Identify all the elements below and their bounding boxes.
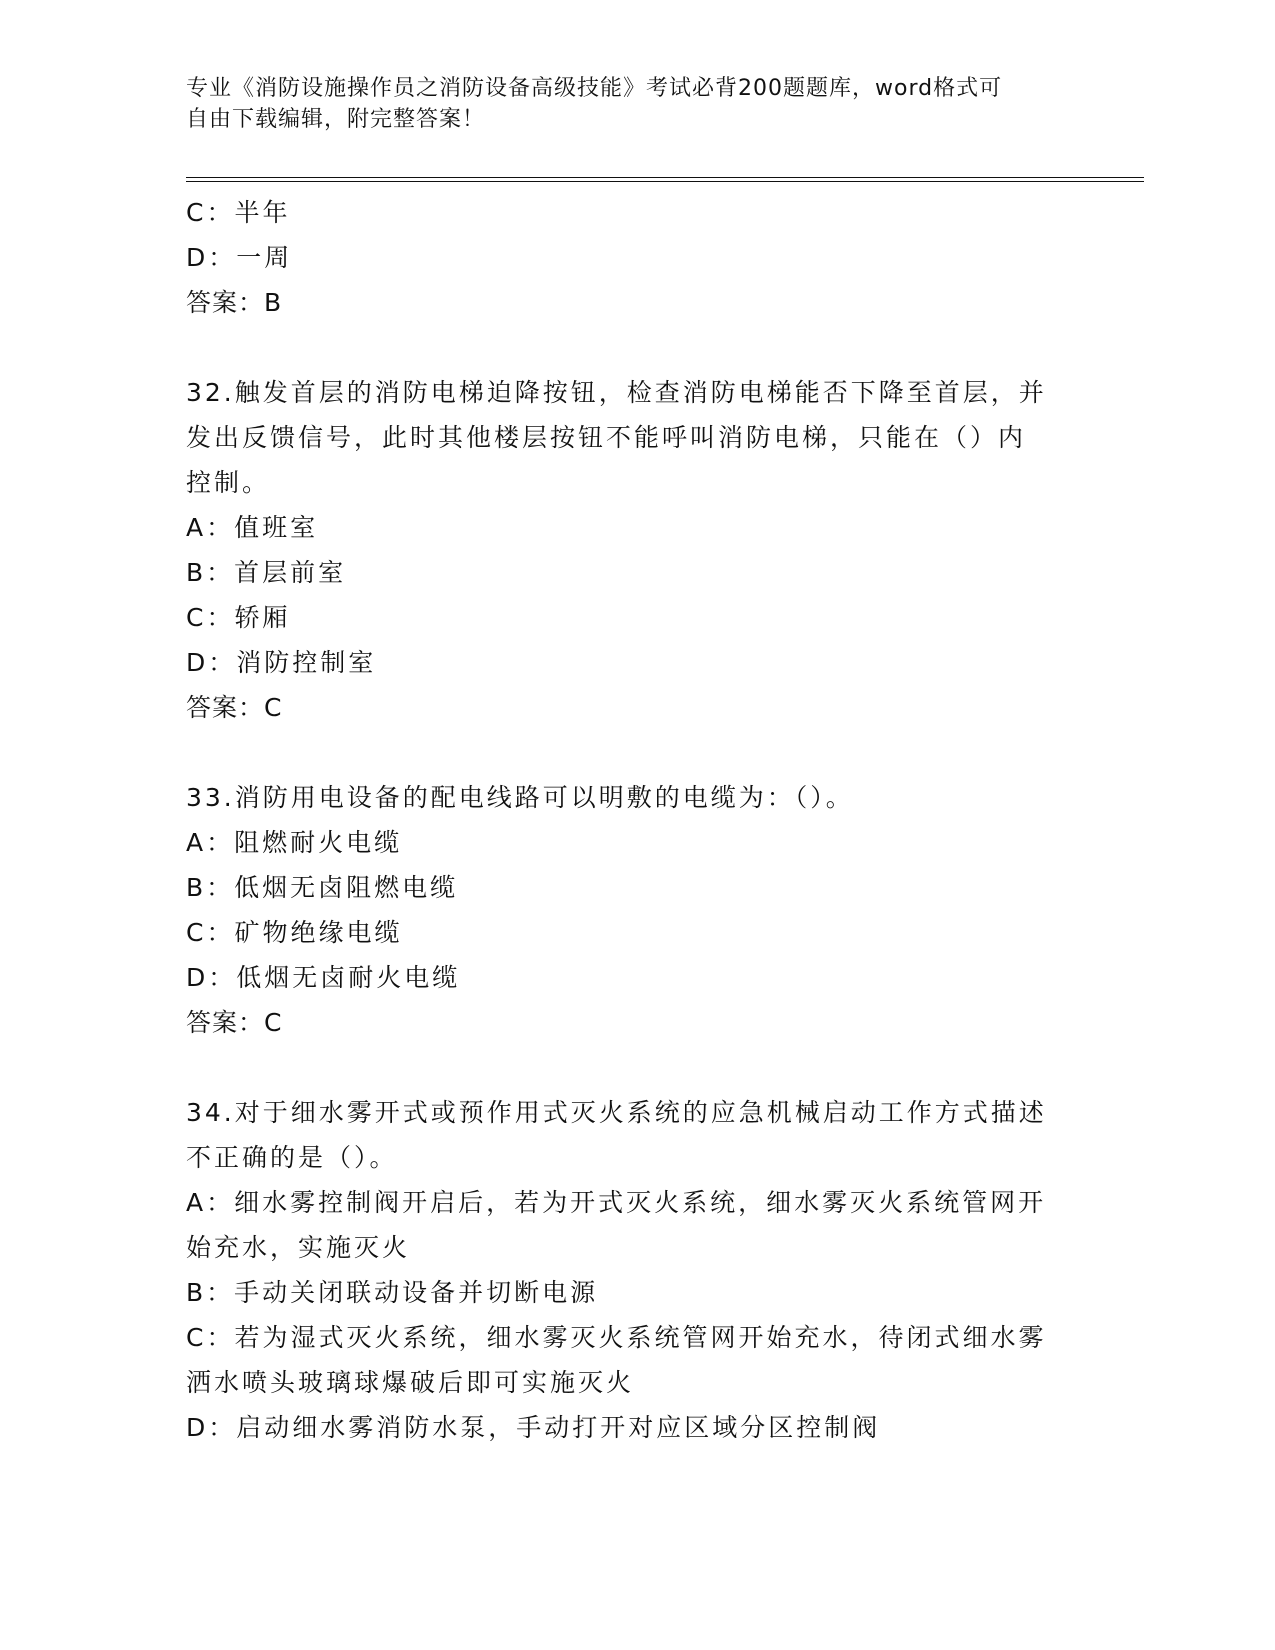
header-line-2: 自由下载编辑，附完整答案！: [186, 107, 486, 132]
question-stem-line: 33.消防用电设备的配电线路可以明敷的电缆为：（）。: [186, 783, 854, 812]
question-34-block: [186, 1090, 1066, 1450]
option-b: B：低烟无卤阻燃电缆: [186, 873, 459, 902]
option-c-line: 洒水喷头玻璃球爆破后即可实施灭火: [186, 1368, 635, 1397]
option-a-line: A：细水雾控制阀开启后，若为开式灭火系统，细水雾灭火系统管网开: [186, 1188, 1047, 1217]
option-c: C：轿厢: [186, 603, 291, 632]
option-d: D：一周: [186, 243, 293, 272]
spacer: [186, 730, 1066, 775]
question-stem-line: 发出反馈信号，此时其他楼层按钮不能呼叫消防电梯，只能在（）内: [186, 423, 1027, 452]
header-divider-bottom: [186, 181, 1144, 182]
option-a: A：值班室: [186, 513, 319, 542]
option-c: C：矿物绝缘电缆: [186, 918, 403, 947]
header-divider-top: [186, 177, 1144, 178]
option-d: D：消防控制室: [186, 648, 377, 677]
option-c: C：半年: [186, 198, 291, 227]
question-stem-line: 控制。: [186, 468, 271, 497]
spacer: [186, 1045, 1066, 1090]
question-stem-line: 32.触发首层的消防电梯迫降按钮，检查消防电梯能否下降至首层，并: [186, 378, 1047, 407]
answer: 答案：B: [186, 288, 283, 317]
option-c-line: C：若为湿式灭火系统，细水雾灭火系统管网开始充水，待闭式细水雾: [186, 1323, 1047, 1352]
answer: 答案：C: [186, 1008, 283, 1037]
question-33-block: [186, 775, 1066, 1045]
option-a: A：阻燃耐火电缆: [186, 828, 403, 857]
question-32-block: [186, 370, 1066, 730]
document-header: [186, 73, 1066, 135]
option-b: B：首层前室: [186, 558, 347, 587]
answer: 答案：C: [186, 693, 283, 722]
option-d: D：启动细水雾消防水泵，手动打开对应区域分区控制阀: [186, 1413, 881, 1442]
question-stem-line: 34.对于细水雾开式或预作用式灭火系统的应急机械启动工作方式描述: [186, 1098, 1047, 1127]
option-a-line: 始充水，实施灭火: [186, 1233, 411, 1262]
question-31-block: [186, 190, 1066, 325]
question-content: [186, 190, 1066, 1450]
option-d: D：低烟无卤耐火电缆: [186, 963, 461, 992]
spacer: [186, 325, 1066, 370]
question-stem-line: 不正确的是（）。: [186, 1143, 398, 1172]
header-line-1: 专业《消防设施操作员之消防设备高级技能》考试必背200题题库，word格式可: [186, 76, 1003, 101]
option-b: B：手动关闭联动设备并切断电源: [186, 1278, 599, 1307]
